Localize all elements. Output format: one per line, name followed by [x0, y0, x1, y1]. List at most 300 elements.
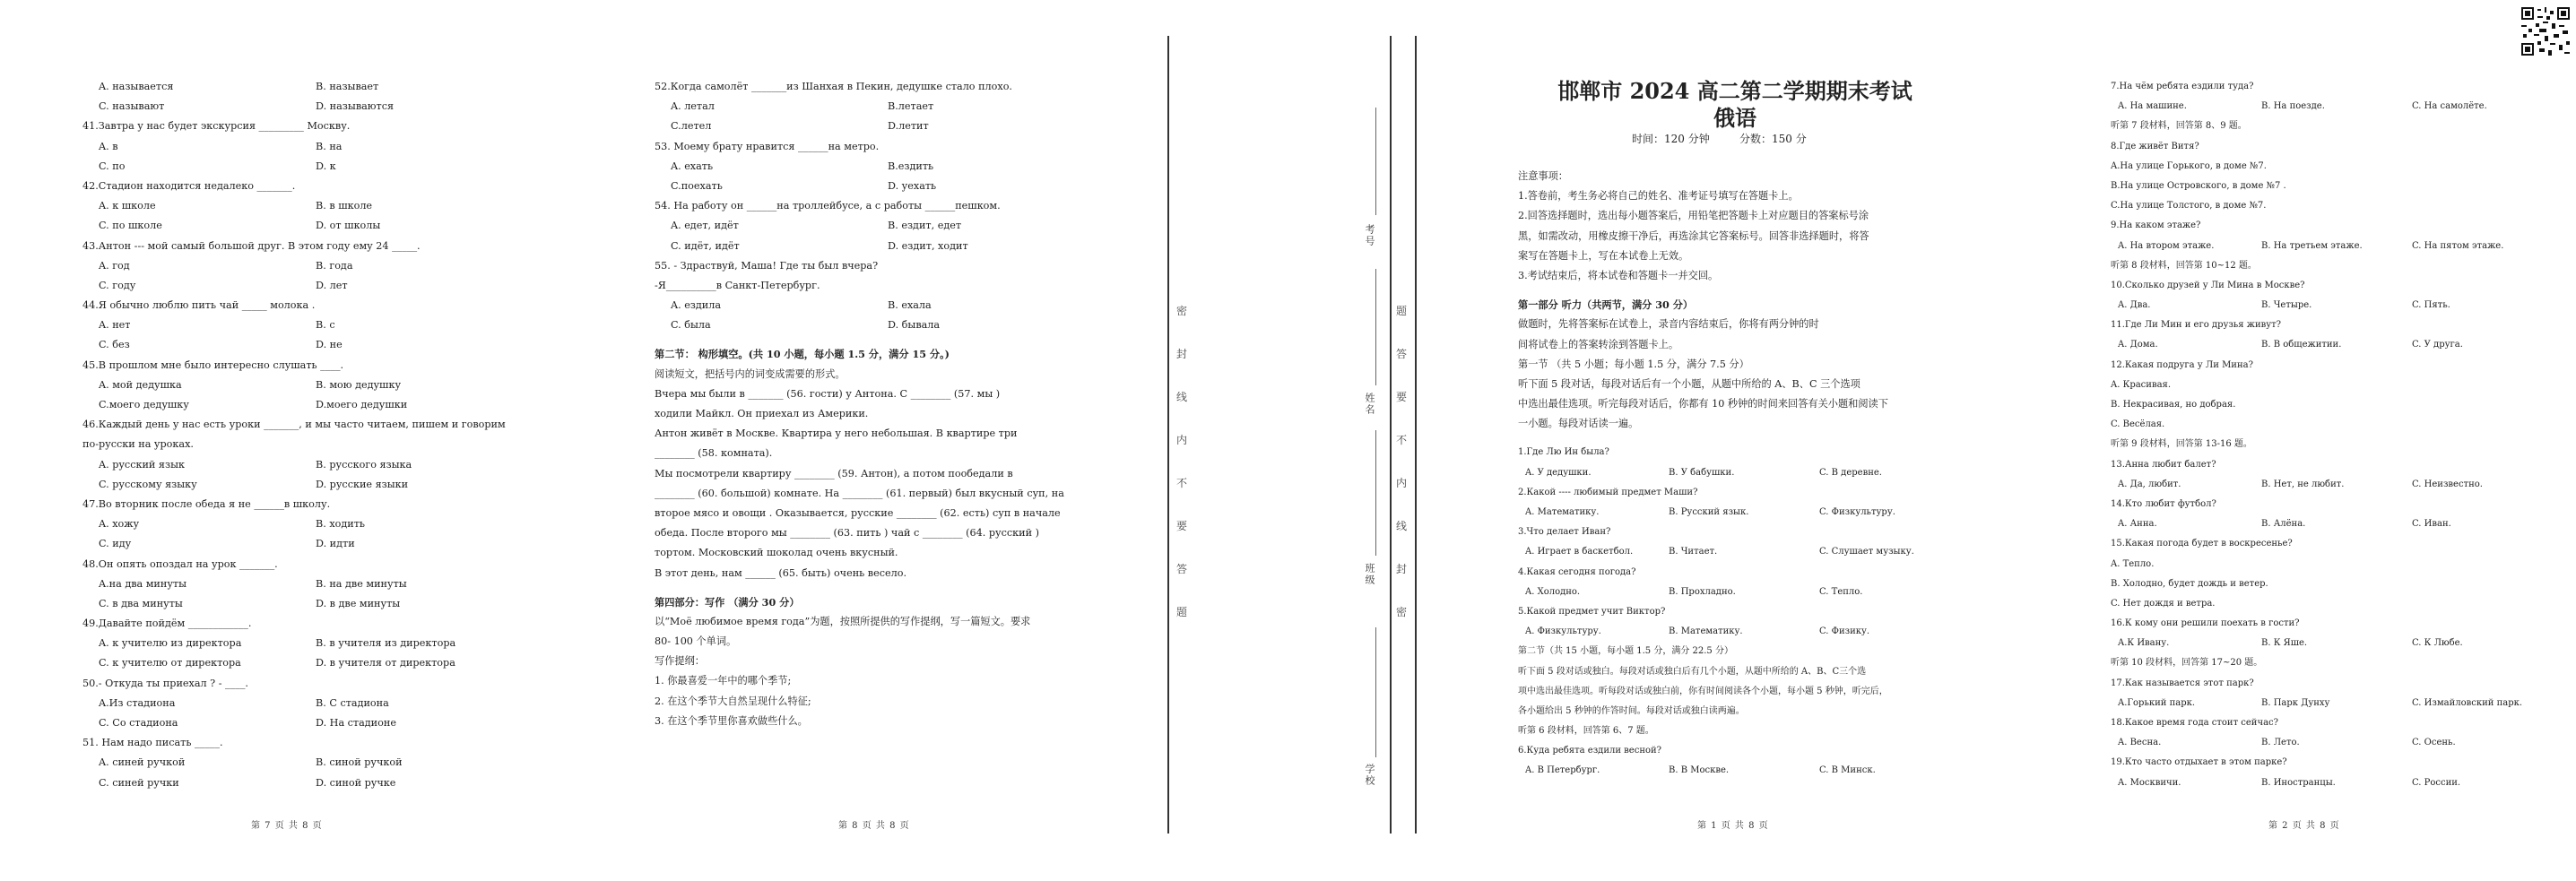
- question-text: 2. 在这个季节大自然呈现什么特征;: [655, 695, 811, 707]
- question-line: [2111, 713, 2541, 733]
- question-text: 2.Какой ---- любимый предмет Маши?: [1518, 487, 1698, 497]
- question-line: [82, 237, 486, 256]
- question-line: [655, 564, 1090, 583]
- question-line: [655, 464, 1090, 484]
- question-line: [2111, 435, 2541, 454]
- question-text: 46.Каждый день у нас есть уроки _______, и мы часто читаем, пишем и говорим: [82, 419, 506, 431]
- question-line: [655, 523, 1090, 543]
- question-text: 以“Моё любимое время года”为题，按照所提供的写作提纲，写一篇短文。要求: [655, 615, 1031, 627]
- question-line: [1518, 375, 1948, 394]
- question-text: 47.Во вторник после обеда я не ______в школу.: [82, 497, 331, 510]
- answer-options: [82, 137, 486, 157]
- option-b: B. в учителя из директора: [316, 637, 456, 650]
- binding-line-right-2: [1415, 36, 1417, 833]
- option-a: A. к школе: [99, 200, 156, 212]
- option-a: A. нет: [99, 319, 131, 332]
- question-line: [2111, 137, 2541, 157]
- question-text: C. Весёлая.: [2111, 419, 2165, 430]
- option-a: C.моего дедушку: [99, 399, 189, 410]
- question-line: [2111, 415, 2541, 435]
- option-b: B. русского языка: [316, 458, 412, 471]
- question-text: -Я__________в Санкт-Петербург.: [655, 279, 820, 291]
- question-text: 44.Я обычно люблю пить чай _____ молока .: [82, 299, 316, 312]
- question-line: [2111, 196, 2541, 216]
- option-c: C. Осень.: [2412, 738, 2456, 748]
- answer-options: [1518, 542, 1948, 562]
- question-text: 项中选出最佳选项。听每段对话或独白前，你有时间阅读各个小题，每小题 5 秒钟，听完后，: [1518, 686, 1888, 696]
- page-7-content: [82, 77, 506, 793]
- exam-title: 邯郸市 2024 高二第二学期期末考试: [1557, 78, 1912, 104]
- question-text: 13.Анна любит балет?: [2111, 459, 2216, 470]
- question-line: [1518, 355, 1948, 375]
- option-a: A. хожу: [99, 518, 140, 531]
- answer-options: [655, 315, 1090, 335]
- answer-options: [82, 653, 486, 673]
- answer-options: [82, 534, 486, 554]
- question-text: ________ (60. большой) комнате. На ________ (61. первый) был вкусный суп, на: [655, 487, 1064, 499]
- answer-options: [82, 216, 486, 236]
- question-line: [2111, 117, 2541, 136]
- option-b: B. называет: [316, 81, 379, 92]
- answer-options: [1518, 761, 1948, 781]
- option-a: A. Москвичи.: [2118, 777, 2181, 788]
- option-a: A.Из стадиона: [99, 696, 176, 709]
- option-a: C. Со стадиона: [99, 717, 178, 729]
- option-b: D. от школы: [316, 220, 381, 232]
- answer-options: [82, 773, 486, 793]
- label-xuexiao: 学校: [1364, 764, 1375, 787]
- option-b: D. синой ручке: [316, 776, 396, 789]
- answer-options: [82, 514, 486, 534]
- option-a: A. едет, идёт: [671, 220, 739, 232]
- question-line: [2111, 276, 2541, 296]
- binding-char: 题: [1396, 305, 1408, 317]
- option-c: C. В Минск.: [1819, 765, 1876, 776]
- question-text: B. Некрасивая, но добрая.: [2111, 400, 2236, 410]
- question-line: [2111, 315, 2541, 335]
- option-b: D. русские языки: [316, 478, 409, 490]
- option-b: B. Алёна.: [2261, 519, 2306, 530]
- option-b: B. на: [316, 140, 343, 152]
- page-8-content: [655, 77, 1090, 731]
- exam-subject: 俄语: [1713, 105, 1756, 131]
- question-text: C. Нет дождя и ветра.: [2111, 598, 2216, 609]
- option-a: A. Физкультуру.: [1525, 626, 1601, 637]
- answer-options: [82, 276, 486, 296]
- question-line: [655, 196, 1090, 216]
- option-a: A. называется: [99, 81, 174, 92]
- question-text: второе мясо и овощи . Оказывается, русские ________ (62. есть) суп в начале: [655, 506, 1061, 519]
- question-text: 6.Куда ребята ездили весной?: [1518, 746, 1662, 756]
- answer-options: [655, 216, 1090, 236]
- option-a: A. год: [99, 259, 130, 272]
- page-8-footer: 第 8 页 共 8 页: [838, 821, 910, 831]
- question-line: [2111, 376, 2541, 395]
- question-text: обеда. После второго мы ________ (63. пить ) чай с ________ (64. русский ): [655, 527, 1039, 540]
- question-text: B. Холодно, будет дождь и ветер.: [2111, 578, 2268, 589]
- question-line: [82, 296, 486, 315]
- binding-char: 不: [1396, 434, 1408, 446]
- answer-options: [82, 196, 486, 216]
- answer-options: [2111, 694, 2541, 713]
- label-xingming: 姓名: [1364, 393, 1375, 416]
- question-line: [1518, 227, 1948, 246]
- binding-line-left: [1167, 36, 1169, 833]
- question-text: 41.Завтра у нас будет экскурсия _________ Москву.: [82, 120, 351, 133]
- option-c: C. Слушает музыку.: [1819, 547, 1914, 557]
- answer-options: [82, 335, 486, 355]
- answer-options: [82, 634, 486, 653]
- option-b: B. ездит, едет: [888, 220, 962, 232]
- question-text: 11.Где Ли Мин и его друзья живут?: [2111, 320, 2282, 331]
- question-line: [82, 555, 486, 574]
- question-text: 黑，如需改动，用橡皮擦干净后，再选涂其它答案标号。回答非选择题时，将答: [1518, 229, 1869, 242]
- answer-options: [82, 77, 486, 97]
- page-1-content: [1518, 167, 1948, 782]
- question-line: [655, 404, 1090, 424]
- answer-options: [82, 455, 486, 475]
- binding-char: 线: [1176, 391, 1188, 403]
- question-line: [2111, 594, 2541, 614]
- question-line: [1518, 335, 1948, 355]
- option-b: D. идти: [316, 538, 355, 550]
- question-text: 80- 100 个单词。: [655, 635, 737, 648]
- option-b: B. в школе: [316, 200, 373, 212]
- question-line: [1518, 721, 1948, 741]
- question-line: [2111, 495, 2541, 514]
- question-line: [2111, 455, 2541, 475]
- option-a: C. идёт, идёт: [671, 239, 740, 252]
- question-line: [2111, 177, 2541, 196]
- question-text: C.На улице Толстого, в доме №7.: [2111, 201, 2267, 212]
- question-text: 17.Как называется этот парк?: [2111, 678, 2254, 688]
- option-c: C. К Любе.: [2412, 638, 2463, 649]
- question-line: [2111, 534, 2541, 554]
- xingming-fill-line: [1375, 269, 1376, 385]
- question-text: 阅读短文，把括号内的词变成需要的形式。: [655, 367, 846, 380]
- section-title: 第二节： 构形填空。(共 10 小题，每小题 1.5 分，满分 15 分。): [655, 348, 950, 361]
- answer-options: [82, 475, 486, 495]
- answer-options: [2111, 97, 2541, 117]
- option-a: C.летел: [671, 120, 712, 133]
- binding-char: 答: [1176, 563, 1188, 575]
- question-line: [2111, 395, 2541, 415]
- option-a: A. На втором этаже.: [2118, 240, 2215, 251]
- option-b: B. Иностранцы.: [2261, 777, 2336, 788]
- page-7-footer: 第 7 页 共 8 页: [251, 821, 323, 831]
- question-line: [655, 384, 1090, 404]
- question-line: [655, 504, 1090, 523]
- question-text: 第二节（共 15 小题，每小题 1.5 分，满分 22.5 分）: [1518, 646, 1733, 657]
- question-line: [1518, 602, 1948, 622]
- option-b: D. уехать: [888, 179, 937, 192]
- question-line: [655, 671, 1090, 691]
- option-a: A. В Петербург.: [1525, 765, 1600, 776]
- question-line: [1518, 394, 1948, 414]
- option-b: D. бывала: [888, 319, 941, 332]
- answer-options: [2111, 237, 2541, 256]
- option-b: B. синой ручкой: [316, 756, 403, 769]
- question-text: 42.Стадион находится недалеко _______.: [82, 179, 296, 192]
- kaohao-fill-line: [1375, 108, 1376, 215]
- question-text: A. Красивая.: [2111, 379, 2172, 390]
- question-line: [1518, 702, 1948, 721]
- binding-char: 封: [1396, 563, 1408, 575]
- question-line: [2111, 157, 2541, 177]
- option-c: C. На самолёте.: [2412, 101, 2487, 112]
- answer-options: [2111, 296, 2541, 315]
- option-a: A. На машине.: [2118, 101, 2187, 112]
- question-text: 16.К кому они решили поехать в гости?: [2111, 618, 2300, 629]
- option-b: D. лет: [316, 279, 348, 291]
- option-b: B. С стадиона: [316, 696, 389, 709]
- option-a: A. Математику.: [1525, 507, 1600, 517]
- question-line: [1518, 315, 1948, 334]
- option-c: C. Иван.: [2412, 519, 2451, 530]
- option-c: C. Неизвестно.: [2412, 479, 2483, 489]
- option-a: C. называют: [99, 100, 165, 113]
- question-line: [1518, 414, 1948, 434]
- option-c: C. На пятом этаже.: [2412, 240, 2504, 251]
- answer-options: [2111, 733, 2541, 753]
- question-text: 43.Антон --- мой самый большой друг. В этом году ему 24 _____.: [82, 239, 421, 252]
- question-text: 听第 7 段材料，回答第 8、9 题。: [2111, 121, 2247, 132]
- option-b: D. к: [316, 160, 336, 172]
- option-a: A. в: [99, 140, 118, 152]
- spacer: [1518, 434, 1948, 443]
- option-a: C. была: [671, 319, 711, 332]
- question-line: [655, 276, 1090, 296]
- question-line: [82, 435, 486, 454]
- option-b: B. Прохладно.: [1669, 586, 1736, 597]
- question-text: A.На улице Горького, в доме №7.: [2111, 160, 2267, 171]
- option-b: B. У бабушки.: [1669, 467, 1735, 478]
- question-text: 48.Он опять опоздал на урок _______.: [82, 557, 278, 570]
- option-b: B. ехала: [888, 299, 932, 312]
- question-line: [655, 543, 1090, 563]
- question-text: 19.Кто часто отдыхает в этом парке?: [2111, 757, 2287, 768]
- question-line: [1518, 206, 1948, 226]
- question-line: [82, 495, 486, 514]
- question-text: 52.Когда самолёт _______из Шанхая в Пекин, дедушке стало плохо.: [655, 81, 1012, 92]
- option-a: A. Дома.: [2118, 340, 2158, 350]
- question-line: [1518, 246, 1948, 266]
- binding-char: 题: [1176, 606, 1188, 618]
- question-text: A. Тепло.: [2111, 558, 2155, 569]
- answer-options: [655, 157, 1090, 177]
- question-text: 45.В прошлом мне было интересно слушать ____.: [82, 358, 344, 371]
- answer-options: [82, 574, 486, 594]
- answer-options: [82, 753, 486, 773]
- option-a: A. Анна.: [2118, 519, 2157, 530]
- question-text: 听第 8 段材料，回答第 10~12 题。: [2111, 260, 2257, 271]
- label-kaohao: 考号: [1364, 224, 1375, 247]
- question-text: 2.回答选择题时，选出每小题答案后，用铅笔把答题卡上对应题目的答案标号涂: [1518, 210, 1869, 222]
- question-line: [655, 444, 1090, 463]
- exam-score: 分数：150 分: [1739, 133, 1807, 145]
- question-text: 写作提纲：: [655, 655, 705, 668]
- option-c: C. Физику.: [1819, 626, 1870, 637]
- option-a: C. по: [99, 160, 126, 172]
- option-a: C. синей ручки: [99, 776, 179, 789]
- option-a: A.Горький парк.: [2118, 697, 2196, 708]
- answer-options: [82, 256, 486, 276]
- answer-options: [2111, 514, 2541, 534]
- question-line: [655, 256, 1090, 276]
- option-b: D. ездит, ходит: [888, 239, 968, 252]
- option-b: B. К Яше.: [2261, 638, 2308, 649]
- option-b: B. На поезде.: [2261, 101, 2325, 112]
- question-line: [655, 612, 1090, 632]
- option-b: D. На стадионе: [316, 717, 396, 729]
- answer-options: [82, 395, 486, 415]
- question-text: 5.Какой предмет учит Виктор?: [1518, 606, 1666, 617]
- option-a: A. русский язык: [99, 458, 185, 471]
- question-text: B.На улице Островского, в доме №7 .: [2111, 180, 2286, 191]
- question-text: 各小题给出 5 秒钟的作答时间。每段对话或独白读两遍。: [1518, 705, 1745, 716]
- answer-options: [655, 296, 1090, 315]
- option-a: C. к учителю от директора: [99, 657, 241, 669]
- question-text: 50.- Откуда ты приехал ? - ____.: [82, 677, 248, 689]
- question-text: 3. 在这个季节里你喜欢做些什么。: [655, 714, 808, 727]
- section-heading: [655, 592, 1090, 612]
- option-a: C. без: [99, 339, 130, 351]
- answer-options: [82, 594, 486, 614]
- answer-options: [82, 694, 486, 713]
- option-b: B. Русский язык.: [1669, 507, 1749, 517]
- page-1-footer: 第 1 页 共 8 页: [1697, 821, 1769, 831]
- question-line: [2111, 674, 2541, 694]
- exam-time: 时间：120 分钟: [1632, 133, 1710, 145]
- question-line: [1518, 167, 1948, 186]
- answer-options: [82, 713, 486, 733]
- question-line: [82, 117, 486, 136]
- option-a: A. Два.: [2118, 300, 2151, 311]
- option-a: A. Холодно.: [1525, 586, 1581, 597]
- option-c: C. Физкультуру.: [1819, 507, 1895, 517]
- question-line: [1518, 563, 1948, 583]
- question-line: [655, 77, 1090, 97]
- option-a: A. Играет в баскетбол.: [1525, 547, 1634, 557]
- answer-options: [2111, 634, 2541, 653]
- question-line: [2111, 653, 2541, 673]
- question-line: [655, 484, 1090, 504]
- label-banji: 班级: [1364, 563, 1375, 586]
- question-line: [2111, 753, 2541, 773]
- xuexiao-fill-line: [1375, 627, 1376, 757]
- binding-char: 线: [1396, 520, 1408, 532]
- banji-fill-line: [1375, 430, 1376, 556]
- option-b: B. года: [316, 259, 353, 272]
- option-a: C. русскому языку: [99, 478, 197, 490]
- option-b: B. Парк Дунху: [2261, 697, 2330, 708]
- question-text: 1.Где Лю Ин была?: [1518, 447, 1609, 458]
- question-line: [1518, 266, 1948, 286]
- binding-char: 内: [1176, 434, 1188, 446]
- option-a: A. синей ручкой: [99, 756, 186, 769]
- question-line: [2111, 256, 2541, 276]
- question-text: В этот день, нам ______ (65. быть) очень весело.: [655, 566, 906, 579]
- option-a: A. ездила: [671, 299, 722, 312]
- question-text: тортом. Московский шоколад очень вкусный.: [655, 547, 898, 559]
- question-text: 注意事项：: [1518, 170, 1568, 182]
- question-text: 4.Какая сегодня погода?: [1518, 566, 1636, 577]
- option-b: B. В общежитии.: [2261, 340, 2342, 350]
- option-a: C. в два минуты: [99, 597, 183, 609]
- question-line: [655, 692, 1090, 712]
- option-b: B. на две минуты: [316, 577, 407, 590]
- answer-options: [2111, 773, 2541, 793]
- option-c: C. Измайловский парк.: [2412, 697, 2523, 708]
- option-b: B. мою дедушку: [316, 378, 402, 391]
- spacer: [655, 335, 1090, 344]
- question-line: [1518, 662, 1948, 682]
- question-line: [655, 652, 1090, 671]
- question-line: [2111, 614, 2541, 634]
- question-text: 1. 你最喜爱一年中的哪个季节;: [655, 675, 792, 687]
- question-line: [1518, 642, 1948, 661]
- question-line: [82, 415, 506, 435]
- option-b: B. Математику.: [1669, 626, 1743, 637]
- option-a: A. ехать: [671, 160, 714, 172]
- question-text: 听下面 5 段对话或独白。每段对话或独白后有几个小题，从题中所给的 A、B、C三个选: [1518, 666, 1867, 677]
- option-b: B. Лето.: [2261, 738, 2300, 748]
- question-line: [655, 632, 1090, 652]
- question-text: 听下面 5 段对话，每段对话后有一个小题，从题中所给的 A、B、C 三个选项: [1518, 377, 1860, 390]
- question-line: [2111, 555, 2541, 574]
- binding-char: 内: [1396, 477, 1408, 489]
- question-line: [1518, 483, 1948, 503]
- question-text: 听第 10 段材料，回答第 17~20 题。: [2111, 658, 2263, 669]
- option-c: C. России.: [2412, 777, 2461, 788]
- question-line: [2111, 574, 2541, 594]
- answer-options: [82, 376, 486, 395]
- question-text: 3.考试结束后，将本试卷和答题卡一并交回。: [1518, 269, 1719, 281]
- question-text: 一小题。每段对话读一遍。: [1518, 418, 1639, 430]
- question-line: [82, 614, 486, 634]
- option-a: A. мой дедушка: [99, 378, 182, 391]
- option-b: D. в учителя от директора: [316, 657, 455, 669]
- option-a: C. иду: [99, 538, 132, 550]
- question-text: 8.Где живёт Витя?: [2111, 141, 2199, 151]
- question-text: 54. На работу он ______на троллейбусе, а с работы ______пешком.: [655, 200, 1001, 212]
- question-text: 听第 9 段材料，回答第 13-16 题。: [2111, 439, 2252, 450]
- option-a: A. Весна.: [2118, 738, 2162, 748]
- option-b: D. не: [316, 339, 343, 351]
- question-text: 14.Кто любит футбол?: [2111, 498, 2216, 509]
- question-text: 做题时，先将答案标在试卷上，录音内容结束后，你将有两分钟的时: [1518, 318, 1819, 331]
- answer-options: [2111, 475, 2541, 495]
- page-2-content: [2111, 77, 2541, 793]
- page-2-footer: 第 2 页 共 8 页: [2268, 821, 2340, 831]
- option-a: A. летал: [671, 100, 715, 113]
- option-b: D.моего дедушки: [316, 399, 408, 410]
- question-text: 18.Какое время года стоит сейчас?: [2111, 718, 2278, 728]
- question-text: 听第 6 段材料，回答第 6、7 题。: [1518, 726, 1654, 737]
- question-line: [1518, 186, 1948, 206]
- spacer: [655, 583, 1090, 592]
- spacer: [1518, 286, 1948, 295]
- question-text: Мы посмотрели квартиру ________ (59. Антон), а потом пообедали в: [655, 467, 1013, 479]
- question-line: [2111, 77, 2541, 97]
- option-b: B. Нет, не любит.: [2261, 479, 2345, 489]
- answer-options: [655, 177, 1090, 196]
- question-text: 7.На чём ребята ездили туда?: [2111, 82, 2254, 91]
- option-a: A. к учителю из директора: [99, 637, 242, 650]
- question-text: 49.Давайте пойдём ____________.: [82, 618, 252, 630]
- question-text: 案写在答题卡上，写在本试卷上无效。: [1518, 249, 1689, 262]
- option-c: C. У друга.: [2412, 340, 2463, 350]
